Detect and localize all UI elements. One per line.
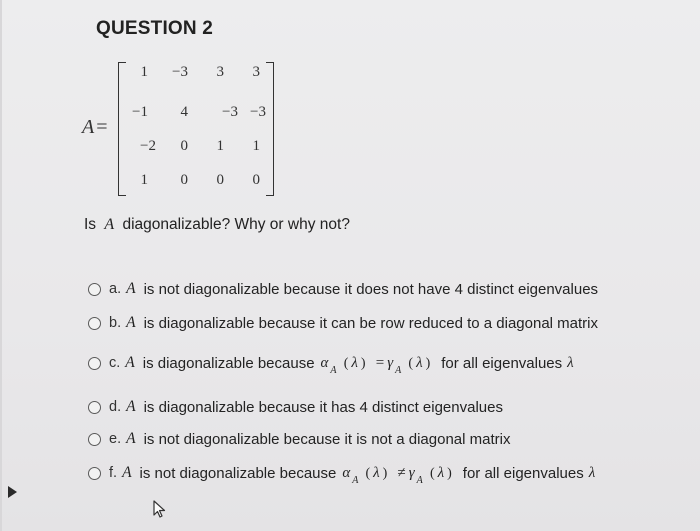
option-text: is not diagonalizable because it does not have 4 distinct eigenvalues (143, 280, 599, 298)
matrix-cell: 0 (252, 172, 260, 188)
matrix-cell: 3 (252, 64, 260, 80)
math-expression (342, 464, 454, 486)
matrix-cell: 4 (180, 104, 188, 120)
paren-open: ( (408, 356, 414, 371)
lambda-symbol: λ (437, 465, 445, 481)
matrix-label (82, 116, 108, 139)
option-text: is diagonalizable because (142, 354, 315, 372)
matrix-cell: 3 (216, 64, 224, 80)
paren-close: ) (360, 356, 366, 371)
option-letter: d. (109, 399, 122, 415)
option-var: A (126, 314, 136, 331)
option-letter: f. (109, 465, 118, 481)
option-c[interactable] (88, 352, 574, 374)
option-text: is diagonalizable because it can be row reduced to a diagonal matrix (143, 314, 599, 332)
lambda-symbol: λ (416, 355, 423, 371)
matrix-cell: 1 (252, 138, 260, 154)
option-a[interactable] (88, 278, 598, 300)
paren-close: ) (382, 466, 388, 481)
math-expression (320, 354, 434, 376)
radio-button[interactable] (88, 317, 101, 330)
paren-close: ) (447, 466, 452, 481)
alpha-symbol: α (342, 465, 351, 481)
radio-button[interactable] (88, 357, 101, 370)
radio-button[interactable] (88, 401, 101, 414)
option-var: A (122, 464, 132, 481)
alpha-subscript: A (330, 365, 337, 376)
option-d[interactable] (88, 396, 503, 418)
option-var: A (125, 354, 135, 371)
question-title: QUESTION 2 (96, 18, 214, 39)
play-triangle-icon[interactable] (8, 486, 17, 498)
gamma-symbol: γ (408, 465, 415, 481)
option-tail: for all eigenvalues (441, 354, 563, 372)
paren-open: ( (343, 356, 349, 371)
gamma-subscript: A (416, 475, 423, 486)
lambda-symbol: λ (351, 355, 358, 371)
option-letter: a. (109, 281, 122, 297)
lambda-symbol: λ (373, 465, 380, 481)
not-equal-operator: ≠ (397, 465, 406, 481)
prompt-var: A (104, 216, 115, 233)
option-f[interactable] (88, 462, 595, 484)
matrix-cell: 1 (216, 138, 224, 154)
alpha-symbol: α (320, 355, 329, 371)
option-letter: c. (109, 355, 121, 371)
radio-button[interactable] (88, 283, 101, 296)
option-e[interactable] (88, 428, 510, 450)
option-tail: for all eigenvalues (462, 464, 584, 482)
option-text: is not diagonalizable because it is not a diagonal matrix (143, 430, 511, 448)
prompt-suffix: diagonalizable? Why or why not? (122, 216, 350, 233)
lambda-symbol: λ (588, 464, 596, 481)
matrix-cell: 0 (180, 172, 188, 188)
matrix-cell: −3 (222, 104, 238, 120)
matrix-cell: 0 (216, 172, 224, 188)
option-text: is not diagonalizable because (139, 464, 337, 482)
mouse-pointer-icon (152, 500, 168, 520)
matrix-cell: 1 (140, 172, 148, 188)
matrix-cell: −3 (172, 64, 188, 80)
matrix-cell: 0 (180, 138, 188, 154)
radio-button[interactable] (88, 433, 101, 446)
matrix-var: A (82, 116, 95, 138)
option-text: is diagonalizable because it has 4 distinct eigenvalues (143, 398, 503, 416)
gamma-subscript: A (395, 365, 402, 376)
option-var: A (126, 280, 136, 297)
matrix-equals: = (96, 116, 108, 138)
gamma-symbol: γ (387, 355, 394, 371)
option-letter: b. (109, 315, 122, 331)
prompt-prefix: Is (84, 216, 97, 233)
matrix-cell: −3 (250, 104, 266, 120)
matrix-cell: −1 (132, 104, 148, 120)
paren-open: ( (429, 466, 435, 481)
option-var: A (126, 430, 136, 447)
lambda-symbol: λ (567, 354, 574, 371)
option-var: A (126, 398, 136, 415)
matrix-right-bracket (266, 62, 274, 196)
paren-open: ( (365, 466, 371, 481)
question-prompt (84, 216, 350, 234)
left-edge-divider (0, 0, 2, 531)
radio-button[interactable] (88, 467, 101, 480)
option-b[interactable] (88, 312, 598, 334)
matrix-cell: −2 (140, 138, 156, 154)
equals-operator: = (375, 355, 385, 371)
matrix-cell: 1 (140, 64, 148, 80)
alpha-subscript: A (352, 475, 359, 486)
option-letter: e. (109, 431, 122, 447)
paren-close: ) (425, 356, 431, 371)
